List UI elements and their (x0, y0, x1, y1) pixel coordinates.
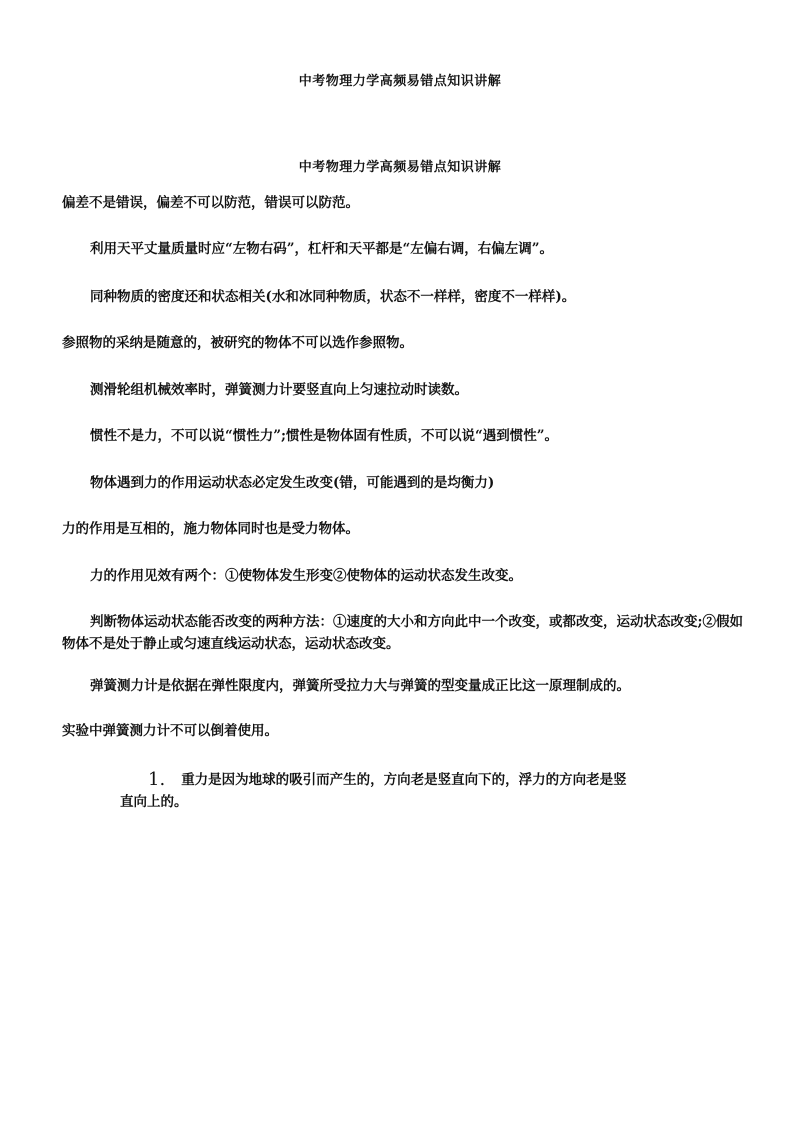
paragraph-spring-scale-usage: 实验中弹簧测力计不可以倒着使用。 (62, 723, 278, 739)
numbered-item-text: 重力是因为地球的吸引而产生的，方向老是竖直向下的，浮力的方向老是竖 (181, 772, 627, 788)
paragraph-inertia: 惯性不是力，不可以说“惯性力”;惯性是物体固有性质，不可以说“遇到惯性”。 (90, 428, 559, 444)
paragraph-pulley-efficiency: 测滑轮组机械效率时，弹簧测力计要竖直向上匀速拉动时读数。 (90, 382, 468, 398)
list-number: 1. (148, 769, 166, 790)
paragraph-mutual-force: 力的作用是互相的，施力物体同时也是受力物体。 (62, 521, 359, 537)
paragraph-spring-scale-principle: 弹簧测力计是依据在弹性限度内，弹簧所受拉力大与弹簧的型变量成正比这一原理制成的。 (90, 678, 630, 694)
body-title: 中考物理力学高频易错点知识讲解 (298, 160, 502, 175)
paragraph-balance-usage: 利用天平丈量质量时应“左物右码”，杠杆和天平都是“左偏右调，右偏左调”。 (90, 241, 554, 257)
numbered-item-gravity (120, 769, 680, 813)
paragraph-motion-state-judgement (62, 611, 742, 655)
paragraph-density-state: 同种物质的密度还和状态相关(水和冰同种物质，状态不一样样，密度不一样样)。 (90, 289, 576, 305)
paragraph-line-1: 判断物体运动状态能否改变的两种方法：①速度的大小和方向此中一个改变，或都改变，运动状态改变;②假如 (90, 614, 743, 630)
paragraph-line-2: 物体不是处于静止或匀速直线运动状态，运动状态改变。 (62, 636, 400, 652)
numbered-item-line-1 (120, 769, 680, 791)
header-title: 中考物理力学高频易错点知识讲解 (298, 74, 502, 89)
paragraph-force-motion-state: 物体遇到力的作用运动状态必定发生改变(错，可能遇到的是均衡力) (90, 475, 495, 491)
paragraph-error-vs-deviation: 偏差不是错误，偏差不可以防范，错误可以防范。 (62, 195, 359, 211)
paragraph-force-effects: 力的作用见效有两个：①使物体发生形变②使物体的运动状态发生改变。 (90, 568, 522, 584)
paragraph-reference-frame: 参照物的采纳是随意的，被研究的物体不可以选作参照物。 (62, 335, 413, 351)
numbered-item-line-2: 直向上的。 (120, 794, 188, 810)
